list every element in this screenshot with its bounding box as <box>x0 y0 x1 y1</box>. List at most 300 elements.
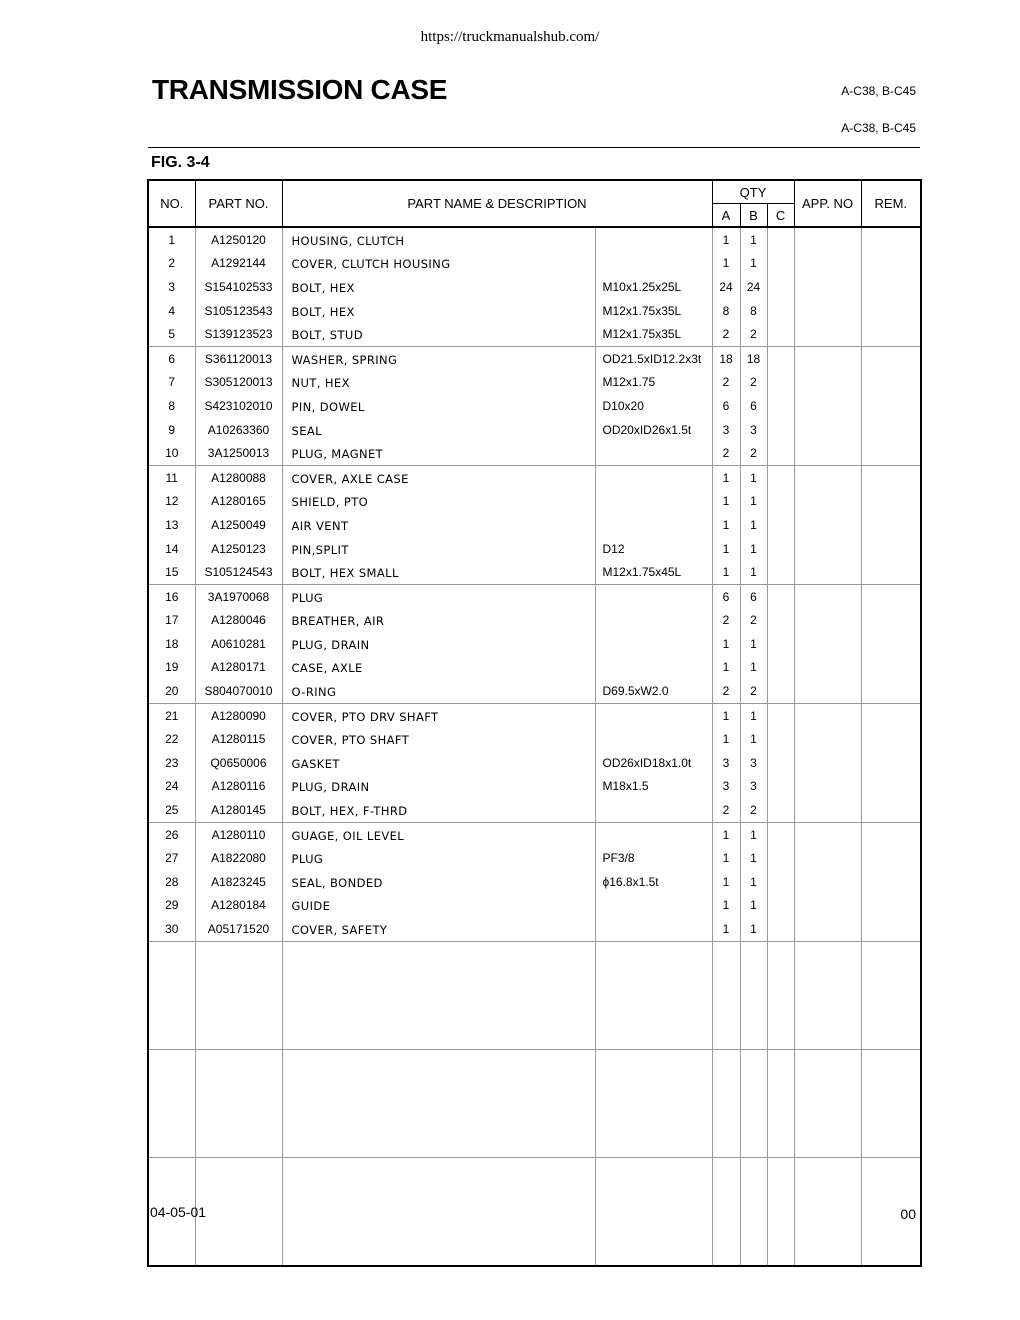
remark <box>861 870 921 894</box>
qty-b: 3 <box>740 751 767 775</box>
table-row <box>148 537 921 561</box>
qty-a: 8 <box>712 299 740 323</box>
blank-cell <box>282 1157 595 1266</box>
part-name: COVER, PTO DRV SHAFT <box>282 703 595 727</box>
part-name: PIN,SPLIT <box>282 537 595 561</box>
qty-a: 6 <box>712 394 740 418</box>
part-spec: D69.5xW2.0 <box>595 679 712 703</box>
item-number: 13 <box>148 513 195 537</box>
table-row <box>148 560 921 584</box>
blank-cell <box>282 941 595 1049</box>
blank-cell <box>740 1157 767 1266</box>
table-row <box>148 870 921 894</box>
part-number: A05171520 <box>195 917 282 941</box>
remark <box>861 299 921 323</box>
blank-cell <box>195 1049 282 1157</box>
remark <box>861 441 921 465</box>
blank-cell <box>767 941 794 1049</box>
qty-c <box>767 513 794 537</box>
qty-a: 1 <box>712 632 740 656</box>
header-qty-a: A <box>712 204 740 228</box>
part-spec: ϕ16.8x1.5t <box>595 870 712 894</box>
table-row <box>148 609 921 633</box>
qty-c <box>767 394 794 418</box>
item-number: 11 <box>148 465 195 489</box>
qty-b: 2 <box>740 441 767 465</box>
remark <box>861 584 921 608</box>
qty-b: 6 <box>740 584 767 608</box>
item-number: 2 <box>148 252 195 276</box>
part-name: PLUG <box>282 846 595 870</box>
table-row <box>148 371 921 395</box>
app-no <box>794 465 861 489</box>
qty-b: 8 <box>740 299 767 323</box>
blank-cell <box>767 1157 794 1266</box>
part-number: A1250123 <box>195 537 282 561</box>
header-description: PART NAME & DESCRIPTION <box>282 180 712 227</box>
part-number: A1280184 <box>195 894 282 918</box>
part-spec <box>595 490 712 514</box>
remark <box>861 775 921 799</box>
part-spec: M10x1.25x25L <box>595 275 712 299</box>
qty-a: 1 <box>712 537 740 561</box>
table-row <box>148 322 921 346</box>
qty-b: 1 <box>740 513 767 537</box>
item-number: 23 <box>148 751 195 775</box>
qty-c <box>767 537 794 561</box>
remark <box>861 727 921 751</box>
blank-row <box>148 1049 921 1157</box>
part-spec: OD20xID26x1.5t <box>595 418 712 442</box>
remark <box>861 227 921 252</box>
qty-c <box>767 490 794 514</box>
table-row <box>148 632 921 656</box>
qty-b: 1 <box>740 846 767 870</box>
blank-row <box>148 1157 921 1266</box>
qty-c <box>767 775 794 799</box>
qty-a: 2 <box>712 679 740 703</box>
part-name: COVER, CLUTCH HOUSING <box>282 252 595 276</box>
blank-cell <box>740 941 767 1049</box>
qty-c <box>767 609 794 633</box>
part-number: A1280115 <box>195 727 282 751</box>
app-no <box>794 371 861 395</box>
qty-a: 1 <box>712 917 740 941</box>
part-name: AIR VENT <box>282 513 595 537</box>
remark <box>861 394 921 418</box>
part-spec: M12x1.75 <box>595 371 712 395</box>
part-number: A10263360 <box>195 418 282 442</box>
qty-a: 1 <box>712 703 740 727</box>
part-name: GUAGE, OIL LEVEL <box>282 822 595 846</box>
part-spec <box>595 656 712 680</box>
qty-b: 1 <box>740 822 767 846</box>
remark <box>861 609 921 633</box>
figure-label: FIG. 3-4 <box>151 154 210 171</box>
qty-c <box>767 751 794 775</box>
table-row <box>148 418 921 442</box>
item-number: 7 <box>148 371 195 395</box>
part-spec: M12x1.75x45L <box>595 560 712 584</box>
item-number: 25 <box>148 798 195 822</box>
part-spec: M18x1.5 <box>595 775 712 799</box>
qty-b: 2 <box>740 322 767 346</box>
qty-a: 1 <box>712 227 740 252</box>
qty-b: 2 <box>740 798 767 822</box>
qty-a: 1 <box>712 513 740 537</box>
table-row <box>148 894 921 918</box>
app-no <box>794 727 861 751</box>
part-spec <box>595 513 712 537</box>
blank-row <box>148 941 921 1049</box>
part-number: A0610281 <box>195 632 282 656</box>
part-number: S804070010 <box>195 679 282 703</box>
app-no <box>794 751 861 775</box>
table-row <box>148 252 921 276</box>
item-number: 18 <box>148 632 195 656</box>
blank-cell <box>794 941 861 1049</box>
part-number: A1280110 <box>195 822 282 846</box>
model-code-top: A-C38, B-C45 <box>841 84 916 98</box>
qty-b: 6 <box>740 394 767 418</box>
app-no <box>794 394 861 418</box>
qty-a: 2 <box>712 371 740 395</box>
header-rem: REM. <box>861 180 921 227</box>
blank-cell <box>740 1049 767 1157</box>
item-number: 8 <box>148 394 195 418</box>
qty-b: 24 <box>740 275 767 299</box>
qty-a: 3 <box>712 751 740 775</box>
table-row <box>148 346 921 370</box>
part-name: SHIELD, PTO <box>282 490 595 514</box>
blank-cell <box>861 1049 921 1157</box>
part-name: SEAL, BONDED <box>282 870 595 894</box>
part-spec <box>595 465 712 489</box>
blank-cell <box>794 1157 861 1266</box>
part-number: A1280171 <box>195 656 282 680</box>
model-code-sub: A-C38, B-C45 <box>841 121 916 135</box>
blank-cell <box>712 1049 740 1157</box>
item-number: 6 <box>148 346 195 370</box>
qty-c <box>767 252 794 276</box>
part-number: S154102533 <box>195 275 282 299</box>
blank-cell <box>595 1157 712 1266</box>
qty-b: 1 <box>740 465 767 489</box>
table-row <box>148 751 921 775</box>
qty-a: 1 <box>712 727 740 751</box>
qty-b: 1 <box>740 894 767 918</box>
qty-b: 1 <box>740 632 767 656</box>
app-no <box>794 322 861 346</box>
remark <box>861 632 921 656</box>
remark <box>861 798 921 822</box>
app-no <box>794 917 861 941</box>
remark <box>861 751 921 775</box>
part-name: BOLT, HEX <box>282 299 595 323</box>
remark <box>861 322 921 346</box>
qty-b: 2 <box>740 371 767 395</box>
qty-a: 3 <box>712 775 740 799</box>
qty-b: 3 <box>740 775 767 799</box>
qty-b: 18 <box>740 346 767 370</box>
qty-a: 6 <box>712 584 740 608</box>
part-number: A1280116 <box>195 775 282 799</box>
blank-cell <box>767 1049 794 1157</box>
remark <box>861 679 921 703</box>
blank-cell <box>712 941 740 1049</box>
page-title: TRANSMISSION CASE <box>152 74 448 105</box>
app-no <box>794 584 861 608</box>
qty-b: 1 <box>740 917 767 941</box>
part-spec <box>595 727 712 751</box>
remark <box>861 917 921 941</box>
part-number: A1292144 <box>195 252 282 276</box>
blank-cell <box>595 941 712 1049</box>
part-number: S361120013 <box>195 346 282 370</box>
blank-cell <box>794 1049 861 1157</box>
table-row <box>148 798 921 822</box>
table-row <box>148 822 921 846</box>
blank-cell <box>282 1049 595 1157</box>
item-number: 10 <box>148 441 195 465</box>
item-number: 24 <box>148 775 195 799</box>
part-name: COVER, SAFETY <box>282 917 595 941</box>
blank-cell <box>195 941 282 1049</box>
remark <box>861 346 921 370</box>
remark <box>861 537 921 561</box>
item-number: 29 <box>148 894 195 918</box>
blank-cell <box>195 1157 282 1266</box>
item-number: 26 <box>148 822 195 846</box>
app-no <box>794 846 861 870</box>
header-app-no: APP. NO <box>794 180 861 227</box>
table-row <box>148 513 921 537</box>
table-row <box>148 846 921 870</box>
app-no <box>794 798 861 822</box>
part-number: 3A1970068 <box>195 584 282 608</box>
table-row <box>148 656 921 680</box>
header-rule <box>148 147 920 148</box>
item-number: 17 <box>148 609 195 633</box>
qty-c <box>767 632 794 656</box>
part-name: CASE, AXLE <box>282 656 595 680</box>
qty-b: 1 <box>740 560 767 584</box>
remark <box>861 252 921 276</box>
qty-a: 3 <box>712 418 740 442</box>
qty-b: 2 <box>740 679 767 703</box>
qty-c <box>767 465 794 489</box>
qty-c <box>767 584 794 608</box>
parts-table-body <box>148 227 921 1266</box>
app-no <box>794 441 861 465</box>
qty-b: 1 <box>740 727 767 751</box>
table-row <box>148 490 921 514</box>
item-number: 3 <box>148 275 195 299</box>
part-name: PLUG <box>282 584 595 608</box>
item-number: 16 <box>148 584 195 608</box>
part-spec <box>595 252 712 276</box>
item-number: 14 <box>148 537 195 561</box>
part-name: COVER, PTO SHAFT <box>282 727 595 751</box>
qty-b: 1 <box>740 537 767 561</box>
app-no <box>794 513 861 537</box>
table-row <box>148 227 921 252</box>
qty-a: 18 <box>712 346 740 370</box>
qty-c <box>767 441 794 465</box>
app-no <box>794 537 861 561</box>
part-name: BOLT, HEX SMALL <box>282 560 595 584</box>
part-spec: OD21.5xID12.2x3t <box>595 346 712 370</box>
qty-c <box>767 822 794 846</box>
part-name: WASHER, SPRING <box>282 346 595 370</box>
item-number: 5 <box>148 322 195 346</box>
app-no <box>794 679 861 703</box>
part-number: A1280088 <box>195 465 282 489</box>
part-name: PLUG, MAGNET <box>282 441 595 465</box>
part-name: GASKET <box>282 751 595 775</box>
part-spec <box>595 227 712 252</box>
item-number: 4 <box>148 299 195 323</box>
footer-page-number: 00 <box>900 1206 916 1222</box>
qty-c <box>767 870 794 894</box>
part-name: BREATHER, AIR <box>282 609 595 633</box>
qty-c <box>767 798 794 822</box>
remark <box>861 513 921 537</box>
part-spec <box>595 894 712 918</box>
item-number: 15 <box>148 560 195 584</box>
qty-a: 1 <box>712 870 740 894</box>
header-qty-c: C <box>767 204 794 228</box>
part-name: GUIDE <box>282 894 595 918</box>
app-no <box>794 275 861 299</box>
qty-a: 1 <box>712 846 740 870</box>
part-number: S105124543 <box>195 560 282 584</box>
app-no <box>794 490 861 514</box>
qty-c <box>767 894 794 918</box>
table-row <box>148 917 921 941</box>
table-row <box>148 441 921 465</box>
part-number: Q0650006 <box>195 751 282 775</box>
blank-cell <box>148 941 195 1049</box>
part-spec: D12 <box>595 537 712 561</box>
qty-c <box>767 418 794 442</box>
part-number: S305120013 <box>195 371 282 395</box>
part-spec <box>595 703 712 727</box>
app-no <box>794 227 861 252</box>
part-name: SEAL <box>282 418 595 442</box>
app-no <box>794 775 861 799</box>
qty-a: 2 <box>712 322 740 346</box>
item-number: 9 <box>148 418 195 442</box>
qty-a: 1 <box>712 490 740 514</box>
item-number: 19 <box>148 656 195 680</box>
table-row <box>148 394 921 418</box>
qty-b: 1 <box>740 252 767 276</box>
blank-cell <box>148 1049 195 1157</box>
table-row <box>148 727 921 751</box>
table-row <box>148 775 921 799</box>
part-spec <box>595 798 712 822</box>
qty-c <box>767 275 794 299</box>
part-number: A1280165 <box>195 490 282 514</box>
app-no <box>794 632 861 656</box>
remark <box>861 656 921 680</box>
item-number: 12 <box>148 490 195 514</box>
part-name: COVER, AXLE CASE <box>282 465 595 489</box>
qty-a: 1 <box>712 465 740 489</box>
qty-a: 1 <box>712 894 740 918</box>
part-name: PLUG, DRAIN <box>282 775 595 799</box>
table-row <box>148 275 921 299</box>
table-row <box>148 299 921 323</box>
app-no <box>794 609 861 633</box>
qty-a: 24 <box>712 275 740 299</box>
qty-c <box>767 371 794 395</box>
app-no <box>794 560 861 584</box>
part-spec: OD26xID18x1.0t <box>595 751 712 775</box>
qty-c <box>767 846 794 870</box>
part-name: O-RING <box>282 679 595 703</box>
table-row <box>148 679 921 703</box>
app-no <box>794 252 861 276</box>
source-url: https://truckmanualshub.com/ <box>420 29 600 45</box>
app-no <box>794 418 861 442</box>
part-number: S105123543 <box>195 299 282 323</box>
qty-c <box>767 703 794 727</box>
qty-c <box>767 727 794 751</box>
qty-b: 1 <box>740 703 767 727</box>
parts-table <box>147 179 922 1267</box>
qty-c <box>767 299 794 323</box>
part-spec <box>595 441 712 465</box>
app-no <box>794 656 861 680</box>
part-name: HOUSING, CLUTCH <box>282 227 595 252</box>
part-spec <box>595 917 712 941</box>
qty-a: 1 <box>712 560 740 584</box>
header-part-no: PART NO. <box>195 180 282 227</box>
qty-c <box>767 656 794 680</box>
qty-b: 1 <box>740 490 767 514</box>
qty-a: 1 <box>712 656 740 680</box>
qty-a: 2 <box>712 441 740 465</box>
remark <box>861 465 921 489</box>
part-name: BOLT, HEX, F-THRD <box>282 798 595 822</box>
item-number: 28 <box>148 870 195 894</box>
header-no: NO. <box>148 180 195 227</box>
qty-a: 2 <box>712 798 740 822</box>
app-no <box>794 299 861 323</box>
table-row <box>148 703 921 727</box>
part-spec <box>595 822 712 846</box>
qty-c <box>767 346 794 370</box>
remark <box>861 703 921 727</box>
part-number: S423102010 <box>195 394 282 418</box>
part-number: S139123523 <box>195 322 282 346</box>
remark <box>861 275 921 299</box>
qty-b: 1 <box>740 870 767 894</box>
table-row <box>148 465 921 489</box>
remark <box>861 418 921 442</box>
qty-c <box>767 560 794 584</box>
qty-b: 1 <box>740 656 767 680</box>
part-spec: D10x20 <box>595 394 712 418</box>
part-number: A1250120 <box>195 227 282 252</box>
blank-cell <box>595 1049 712 1157</box>
app-no <box>794 822 861 846</box>
part-number: A1280090 <box>195 703 282 727</box>
part-name: NUT, HEX <box>282 371 595 395</box>
qty-a: 2 <box>712 609 740 633</box>
